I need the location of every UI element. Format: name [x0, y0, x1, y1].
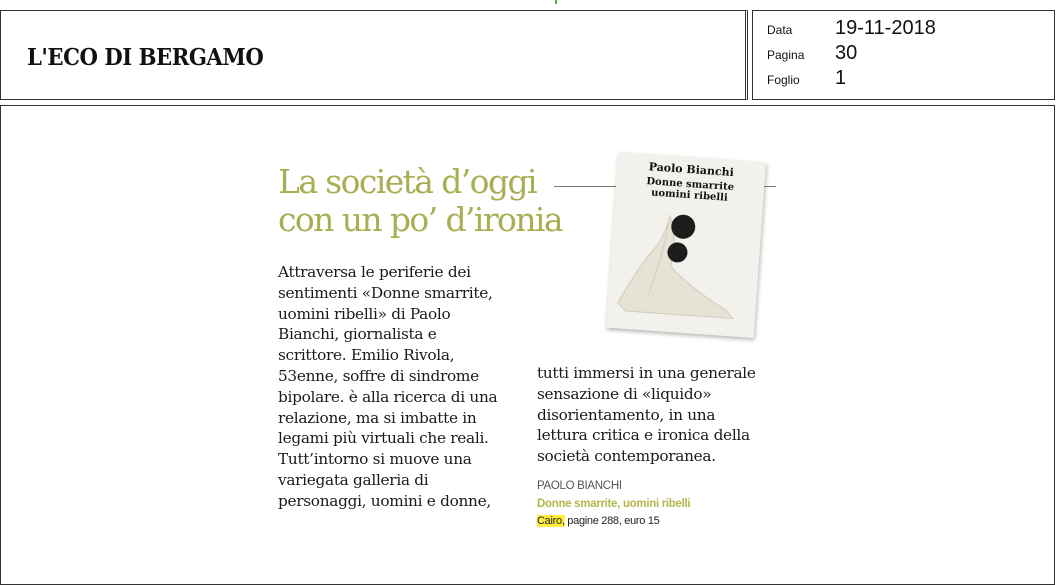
headline-line: con un po’ d’ironia	[278, 200, 562, 239]
headline-line: La società d’oggi	[278, 162, 536, 201]
publisher-details: pagine 288, euro 15	[564, 515, 660, 527]
top-edge-mark	[555, 0, 557, 4]
meta-row-sheet	[767, 67, 846, 90]
article-headline	[278, 163, 562, 239]
meta-value: 1	[835, 67, 847, 89]
article-body-column-1: Attraversa le periferie dei sentimenti «Donne smarrite, uomini ribelli» di Paolo Bianchi, giornalista e scrittore. Emilio Rivola, 53enne, soffre di sindrome bipolare. è alla ricerca di una relazione, ma si imbatte in legami più virtuali che reali. Tutt’intorno si muove una variegata galleria di personaggi, uomini e donne,	[278, 263, 498, 510]
newspaper-masthead: L'ECO DI BERGAMO	[27, 44, 264, 71]
book-cover-author: Paolo Bianchi	[648, 160, 735, 180]
meta-label: Data	[767, 23, 793, 37]
meta-row-date	[767, 17, 936, 40]
publisher-highlight: Cairo,	[537, 515, 565, 527]
book-cover-image	[606, 152, 766, 338]
book-credit-author: PAOLO BIANCHI	[537, 480, 622, 492]
meta-value: 19-11-2018	[835, 17, 936, 39]
meta-label: Foglio	[767, 73, 800, 87]
issue-meta-box	[752, 10, 1055, 100]
masthead-box	[0, 10, 748, 100]
book-credit-title: Donne smarrite, uomini ribelli	[537, 498, 691, 510]
book-cover-illustration	[606, 152, 766, 338]
book-credit-publisher	[537, 515, 659, 527]
meta-label: Pagina	[767, 48, 805, 62]
article-body-column-2: tutti immersi in una generale sensazione di «liquido» disorientamento, in una lettura critica e ironica della società contemporanea.	[537, 364, 756, 466]
meta-value: 30	[835, 42, 858, 64]
meta-row-page	[767, 42, 857, 65]
book-cover-title: Donne smarrite uomini ribelli	[646, 176, 735, 204]
